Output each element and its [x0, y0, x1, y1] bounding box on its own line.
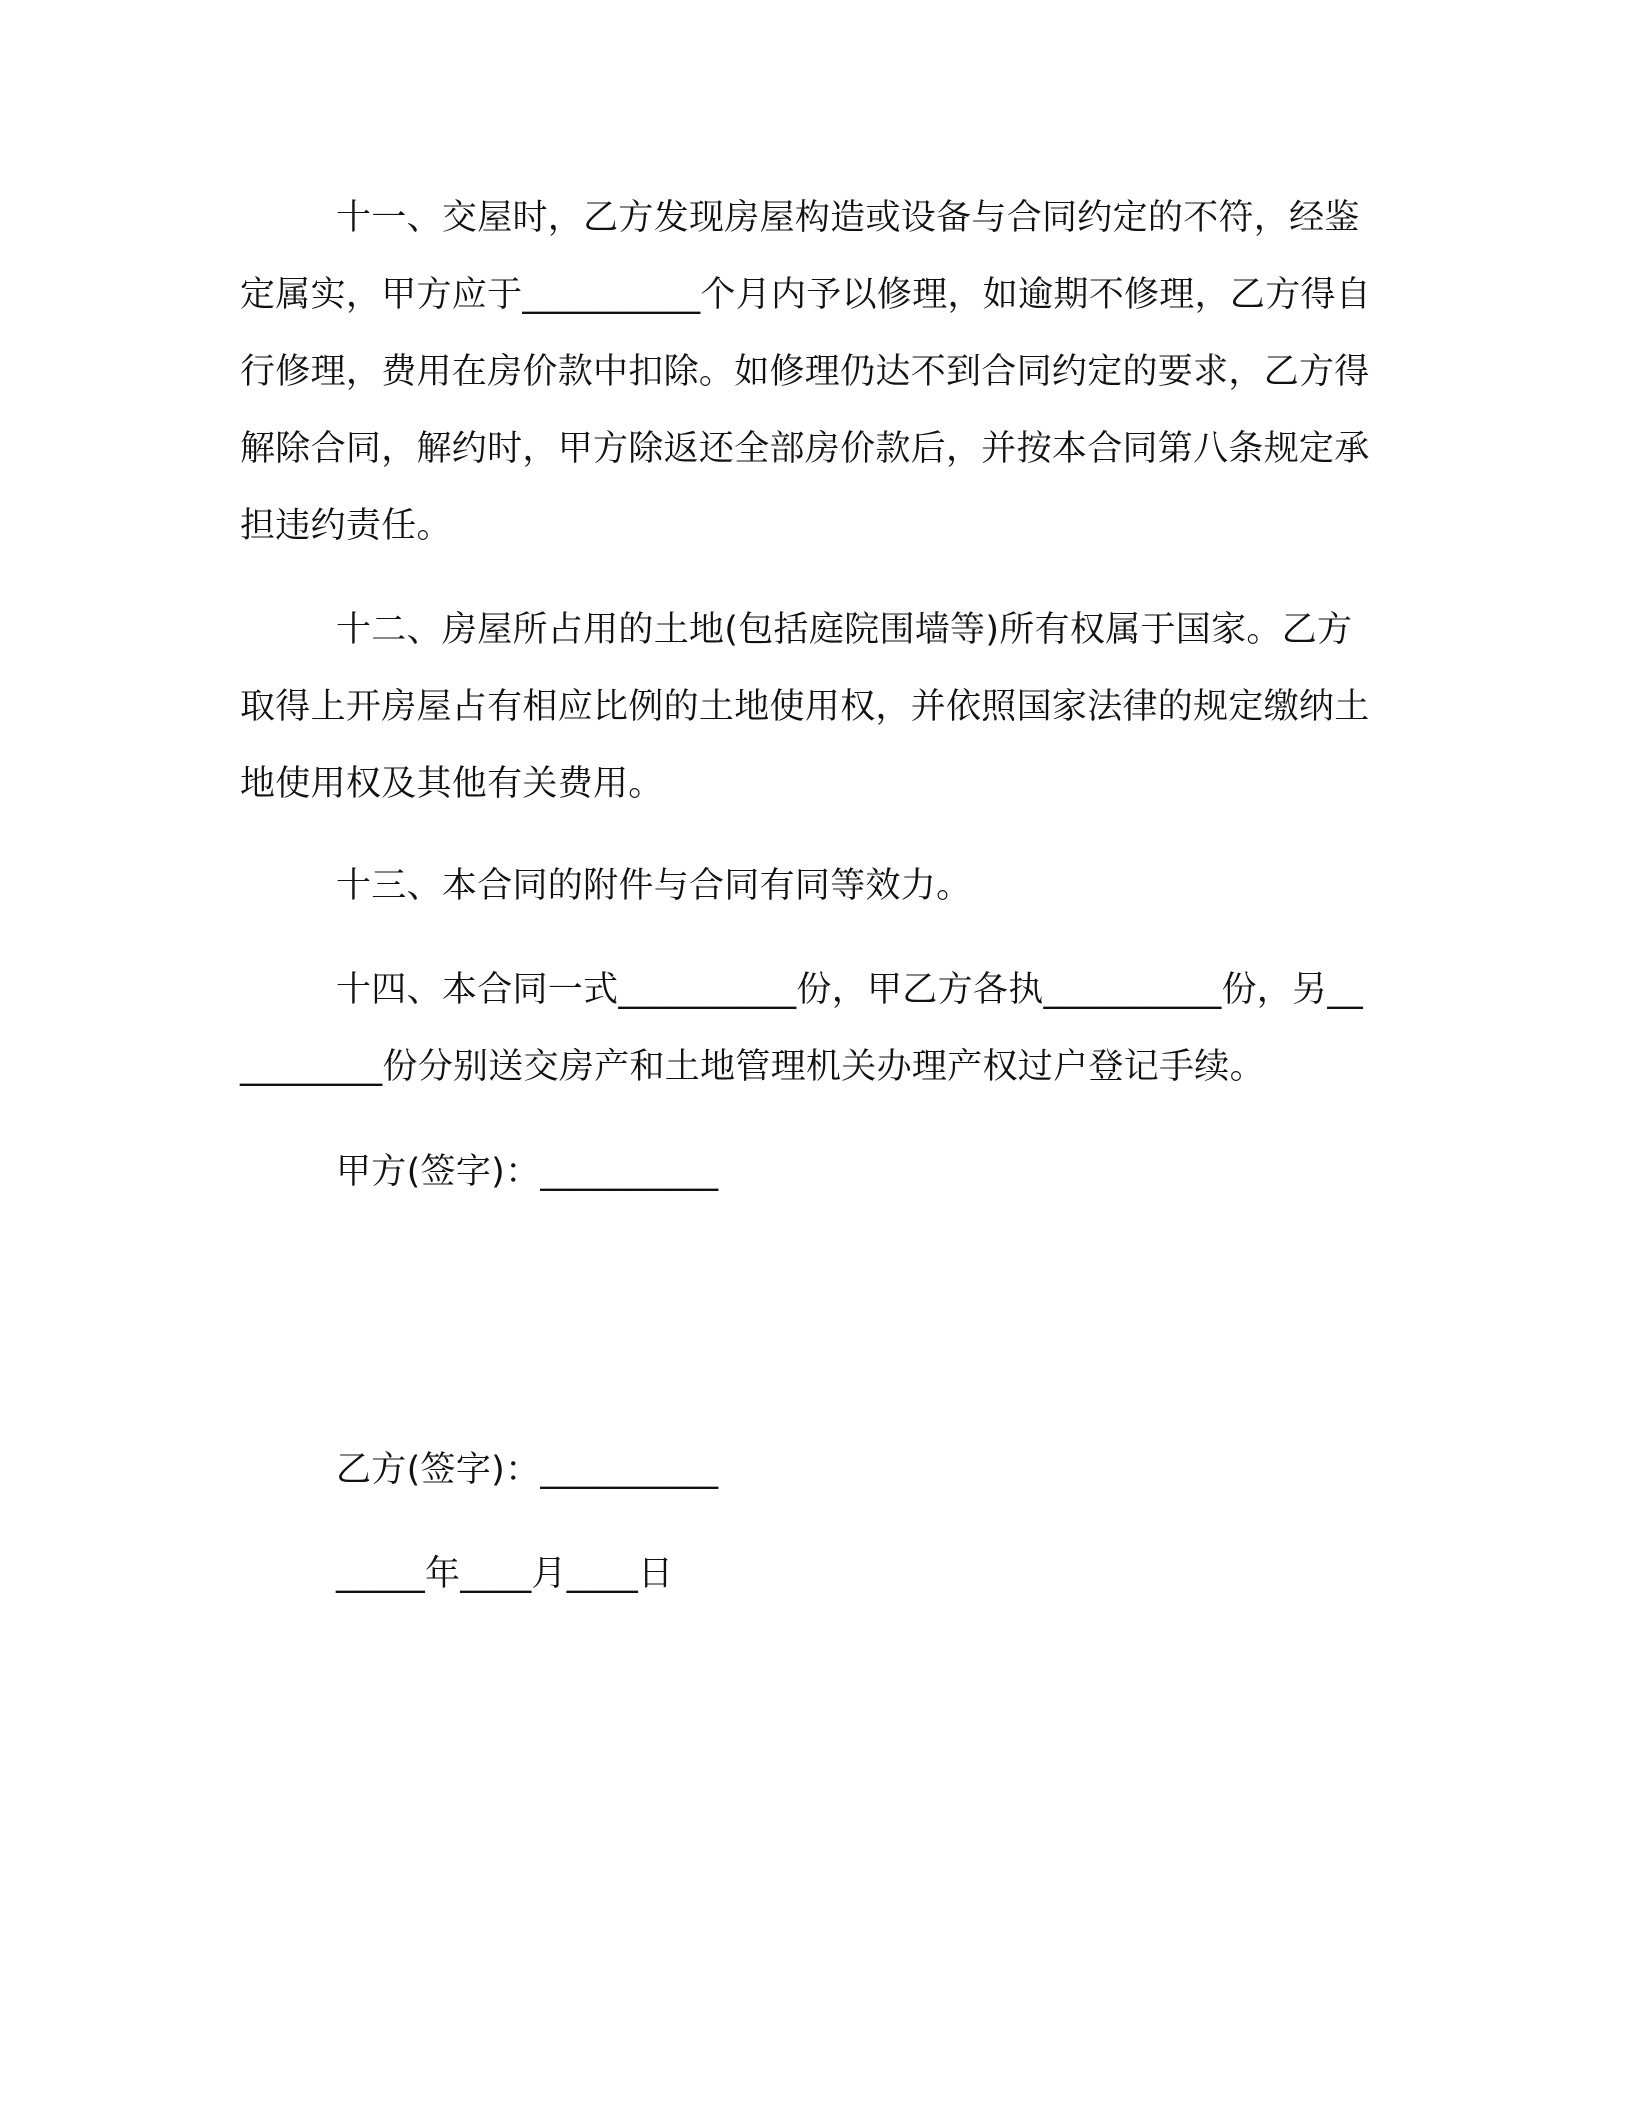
party-a-signature-line: 甲方(签字)：__________ — [336, 1152, 719, 1192]
clause-14-paragraph: 十四、本合同一式__________份，甲乙方各执__________份，另__________份分别送交房产和土地管理机关办理产权过户登记手续。 — [240, 970, 1364, 1087]
clause-11-paragraph: 十一、交屋时，乙方发现房屋构造或设备与合同约定的不符，经鉴定属实，甲方应于__________个月内予以修理，如逾期不修理，乙方得自行修理，费用在房价款中扣除。如修理仍达不到合同约定的要求，乙方得解除合同，解约时，甲方除返还全部房价款后，并按本合同第八条规定承担违约责任。 — [240, 198, 1372, 546]
clause-12-paragraph: 十二、房屋所占用的土地(包括庭院围墙等)所有权属于国家。乙方取得上开房屋占有相应比例的土地使用权，并依照国家法律的规定缴纳土地使用权及其他有关费用。 — [240, 610, 1370, 804]
date-line: _____年____月____日 — [336, 1554, 674, 1594]
party-b-signature-line: 乙方(签字)：__________ — [336, 1450, 719, 1490]
clause-13-paragraph: 十三、本合同的附件与合同有同等效力。 — [336, 866, 972, 906]
